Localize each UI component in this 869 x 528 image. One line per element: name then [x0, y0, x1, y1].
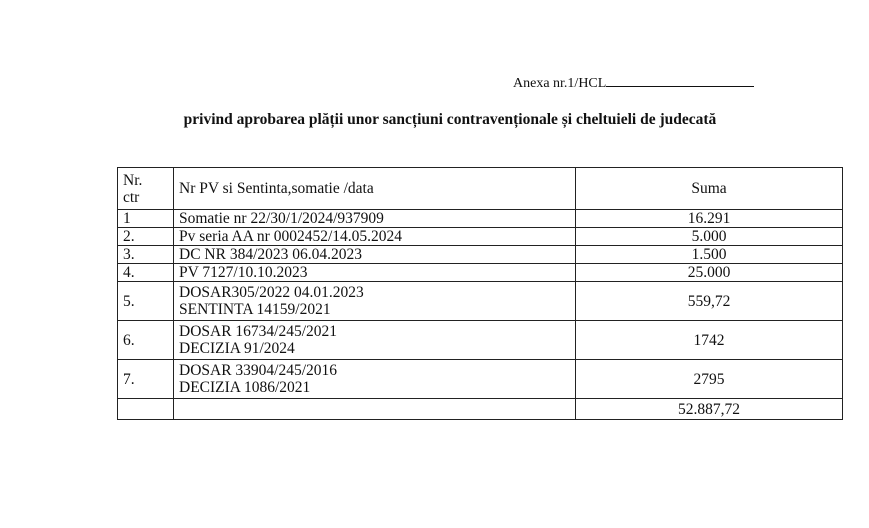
table-row: [118, 228, 843, 246]
row-nr: 2.: [118, 228, 174, 246]
row-nr: 6.: [118, 321, 174, 360]
row-description: DC NR 384/2023 06.04.2023: [174, 246, 576, 264]
annex-label: Anexa nr.1/HCL: [513, 76, 607, 91]
annex-reference: [513, 74, 754, 92]
row-sum: 16.291: [576, 210, 843, 228]
annex-blank-line: [606, 74, 754, 87]
total-row: [118, 399, 843, 420]
sanctions-table: [117, 167, 843, 420]
row-description-line: DOSAR 16734/245/2021: [179, 323, 338, 340]
table-row: [118, 246, 843, 264]
total-description-empty: [174, 399, 576, 420]
row-description-line: DECIZIA 91/2024: [179, 340, 295, 357]
row-nr: 4.: [118, 264, 174, 282]
row-nr: 3.: [118, 246, 174, 264]
row-sum: 1.500: [576, 246, 843, 264]
row-description-line: DOSAR 33904/245/2016: [179, 362, 338, 379]
row-description-line: DOSAR305/2022 04.01.2023: [179, 284, 364, 301]
row-sum: 25.000: [576, 264, 843, 282]
row-description: PV 7127/10.10.2023: [174, 264, 576, 282]
row-description-line: SENTINTA 14159/2021: [179, 301, 331, 318]
row-sum: 5.000: [576, 228, 843, 246]
table-header-row: [118, 168, 843, 210]
row-description: [174, 282, 576, 321]
table-row: [118, 264, 843, 282]
document-heading: privind aprobarea plății unor sancțiuni contravenționale și cheltuieli de judecată: [183, 111, 717, 128]
header-sum: Suma: [576, 168, 843, 210]
header-description: Nr PV si Sentinta,somatie /data: [174, 168, 576, 210]
total-nr-empty: [118, 399, 174, 420]
table-row: [118, 210, 843, 228]
row-description: [174, 321, 576, 360]
table-row: [118, 360, 843, 399]
table-row: [118, 321, 843, 360]
row-description: [174, 360, 576, 399]
row-nr: 1: [118, 210, 174, 228]
row-description: Somatie nr 22/30/1/2024/937909: [174, 210, 576, 228]
row-sum: 559,72: [576, 282, 843, 321]
row-nr: 7.: [118, 360, 174, 399]
row-description: Pv seria AA nr 0002452/14.05.2024: [174, 228, 576, 246]
header-nr-line1: Nr.: [123, 171, 143, 189]
total-sum: 52.887,72: [576, 399, 843, 420]
table-row: [118, 282, 843, 321]
header-nr: [118, 168, 174, 210]
row-sum: 2795: [576, 360, 843, 399]
row-description-line: DECIZIA 1086/2021: [179, 379, 311, 396]
row-sum: 1742: [576, 321, 843, 360]
header-nr-line2: ctr: [123, 188, 140, 206]
row-nr: 5.: [118, 282, 174, 321]
